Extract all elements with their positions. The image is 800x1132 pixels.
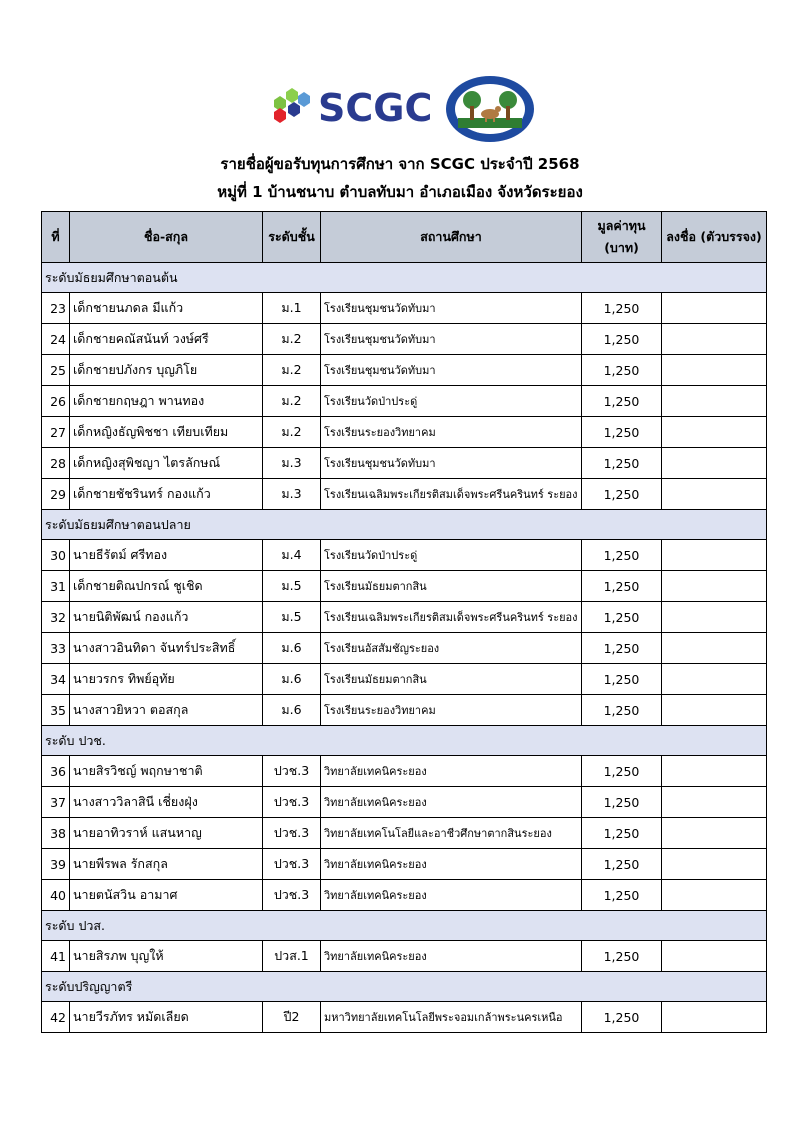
student-name: นายสิรภพ บุญให้	[70, 941, 263, 972]
section-row	[42, 911, 767, 941]
grade-level: ม.4	[263, 540, 321, 571]
table-row	[42, 355, 767, 386]
signature-cell[interactable]	[662, 324, 767, 355]
student-name: นางสาวยิหวา ตอสกุล	[70, 695, 263, 726]
signature-cell[interactable]	[662, 787, 767, 818]
scholarship-amount: 1,250	[582, 417, 662, 448]
scholarship-amount: 1,250	[582, 386, 662, 417]
school-name: วิทยาลัยเทคนิคระยอง	[321, 880, 582, 911]
table-row	[42, 479, 767, 510]
col-header-level: ระดับชั้น	[263, 212, 321, 263]
scholarship-amount: 1,250	[582, 664, 662, 695]
col-header-no: ที่	[42, 212, 70, 263]
section-title: ระดับมัธยมศึกษาตอนปลาย	[42, 510, 767, 540]
student-name: นางสาวอินทิดา จันทร์ประสิทธิ์	[70, 633, 263, 664]
scholarship-amount: 1,250	[582, 540, 662, 571]
scholarship-amount: 1,250	[582, 756, 662, 787]
scholarship-amount: 1,250	[582, 695, 662, 726]
table-row	[42, 1002, 767, 1033]
table-row	[42, 448, 767, 479]
table-row	[42, 756, 767, 787]
scholarship-amount: 1,250	[582, 818, 662, 849]
municipality-seal	[444, 74, 536, 144]
row-number: 36	[42, 756, 70, 787]
signature-cell[interactable]	[662, 571, 767, 602]
section-row	[42, 972, 767, 1002]
row-number: 39	[42, 849, 70, 880]
table-row	[42, 664, 767, 695]
row-number: 41	[42, 941, 70, 972]
grade-level: ปวช.3	[263, 880, 321, 911]
col-header-school: สถานศึกษา	[321, 212, 582, 263]
grade-level: ม.2	[263, 417, 321, 448]
school-name: โรงเรียนระยองวิทยาคม	[321, 695, 582, 726]
school-name: โรงเรียนชุมชนวัดทับมา	[321, 448, 582, 479]
signature-cell[interactable]	[662, 602, 767, 633]
table-row	[42, 324, 767, 355]
grade-level: ม.2	[263, 355, 321, 386]
signature-cell[interactable]	[662, 664, 767, 695]
row-number: 29	[42, 479, 70, 510]
school-name: โรงเรียนวัดป่าประดู่	[321, 386, 582, 417]
signature-cell[interactable]	[662, 756, 767, 787]
section-title: ระดับ ปวส.	[42, 911, 767, 941]
student-name: นายตนัสวิน อามาศ	[70, 880, 263, 911]
school-name: วิทยาลัยเทคนิคระยอง	[321, 941, 582, 972]
table-row	[42, 818, 767, 849]
school-name: โรงเรียนเฉลิมพระเกียรติสมเด็จพระศรีนครินทร์ ระยอง	[321, 602, 582, 633]
section-row	[42, 510, 767, 540]
table-row	[42, 293, 767, 324]
row-number: 23	[42, 293, 70, 324]
grade-level: ปวช.3	[263, 756, 321, 787]
student-name: เด็กชายชัชรินทร์ กองแก้ว	[70, 479, 263, 510]
school-name: โรงเรียนอัสสัมชัญระยอง	[321, 633, 582, 664]
grade-level: ม.5	[263, 571, 321, 602]
table-row	[42, 417, 767, 448]
scholarship-amount: 1,250	[582, 602, 662, 633]
table-row	[42, 849, 767, 880]
grade-level: ม.6	[263, 664, 321, 695]
scgc-logo-text: SCGC	[318, 86, 433, 130]
student-name: นายอาทิวราห์ แสนหาญ	[70, 818, 263, 849]
table-row	[42, 695, 767, 726]
signature-cell[interactable]	[662, 849, 767, 880]
grade-level: ม.3	[263, 448, 321, 479]
student-name: นายวรกร ทิพย์อุทัย	[70, 664, 263, 695]
row-number: 30	[42, 540, 70, 571]
table-row	[42, 571, 767, 602]
scholarship-amount: 1,250	[582, 324, 662, 355]
signature-cell[interactable]	[662, 880, 767, 911]
signature-cell[interactable]	[662, 293, 767, 324]
row-number: 40	[42, 880, 70, 911]
row-number: 37	[42, 787, 70, 818]
grade-level: ม.2	[263, 386, 321, 417]
row-number: 24	[42, 324, 70, 355]
grade-level: ปวส.1	[263, 941, 321, 972]
col-header-name: ชื่อ-สกุล	[70, 212, 263, 263]
signature-cell[interactable]	[662, 941, 767, 972]
scholarship-amount: 1,250	[582, 355, 662, 386]
school-name: วิทยาลัยเทคนิคระยอง	[321, 787, 582, 818]
row-number: 32	[42, 602, 70, 633]
school-name: มหาวิทยาลัยเทคโนโลยีพระจอมเกล้าพระนครเหนือ	[321, 1002, 582, 1033]
grade-level: ปวช.3	[263, 849, 321, 880]
school-name: วิทยาลัยเทคนิคระยอง	[321, 849, 582, 880]
scholarship-amount: 1,250	[582, 633, 662, 664]
student-name: เด็กชายกฤษฎา พานทอง	[70, 386, 263, 417]
row-number: 27	[42, 417, 70, 448]
signature-cell[interactable]	[662, 417, 767, 448]
table-row	[42, 787, 767, 818]
scholarship-amount: 1,250	[582, 448, 662, 479]
table-row	[42, 880, 767, 911]
row-number: 38	[42, 818, 70, 849]
row-number: 28	[42, 448, 70, 479]
section-row	[42, 263, 767, 293]
scgc-logo	[268, 84, 438, 134]
scholarship-table	[41, 211, 767, 1033]
school-name: วิทยาลัยเทคนิคระยอง	[321, 756, 582, 787]
scholarship-amount: 1,250	[582, 787, 662, 818]
row-number: 25	[42, 355, 70, 386]
school-name: โรงเรียนมัธยมตากสิน	[321, 664, 582, 695]
school-name: โรงเรียนชุมชนวัดทับมา	[321, 324, 582, 355]
document-subtitle: หมู่ที่ 1 บ้านชนาบ ตำบลทับมา อำเภอเมือง จังหวัดระยอง	[217, 183, 583, 201]
scholarship-amount: 1,250	[582, 571, 662, 602]
logo-area	[0, 74, 800, 154]
table-row	[42, 386, 767, 417]
scgc-mark-icon	[268, 86, 312, 126]
school-name: วิทยาลัยเทคโนโลยีและอาชีวศึกษาตากสินระยอง	[321, 818, 582, 849]
school-name: โรงเรียนระยองวิทยาคม	[321, 417, 582, 448]
scholarship-amount: 1,250	[582, 479, 662, 510]
student-name: นายสิรวิชญ์ พฤกษาชาติ	[70, 756, 263, 787]
signature-cell[interactable]	[662, 540, 767, 571]
student-name: เด็กชายติณปกรณ์ ชูเชิด	[70, 571, 263, 602]
grade-level: ปวช.3	[263, 818, 321, 849]
student-name: เด็กชายปภังกร บุญภิโย	[70, 355, 263, 386]
grade-level: ม.1	[263, 293, 321, 324]
scholarship-amount: 1,250	[582, 880, 662, 911]
grade-level: ปี2	[263, 1002, 321, 1033]
row-number: 35	[42, 695, 70, 726]
school-name: โรงเรียนมัธยมตากสิน	[321, 571, 582, 602]
scholarship-amount: 1,250	[582, 941, 662, 972]
grade-level: ม.3	[263, 479, 321, 510]
table-row	[42, 941, 767, 972]
seal-icon	[444, 74, 536, 144]
row-number: 34	[42, 664, 70, 695]
row-number: 31	[42, 571, 70, 602]
row-number: 26	[42, 386, 70, 417]
student-name: นายธีรัตม์ ศรีทอง	[70, 540, 263, 571]
student-name: เด็กชายคณัสนันท์ วงษ์ศรี	[70, 324, 263, 355]
student-name: นางสาววิลาสินี เชี่ยงฝุ่ง	[70, 787, 263, 818]
signature-cell[interactable]	[662, 818, 767, 849]
signature-cell[interactable]	[662, 355, 767, 386]
student-name: เด็กหญิงสุพิชญา ไตรลักษณ์	[70, 448, 263, 479]
row-number: 42	[42, 1002, 70, 1033]
section-row	[42, 726, 767, 756]
grade-level: ม.2	[263, 324, 321, 355]
school-name: โรงเรียนวัดป่าประดู่	[321, 540, 582, 571]
table-row	[42, 540, 767, 571]
school-name: โรงเรียนชุมชนวัดทับมา	[321, 355, 582, 386]
signature-cell[interactable]	[662, 479, 767, 510]
grade-level: ปวช.3	[263, 787, 321, 818]
student-name: นายนิติพัฒน์ กองแก้ว	[70, 602, 263, 633]
section-title: ระดับ ปวช.	[42, 726, 767, 756]
student-name: เด็กหญิงธัญพิชชา เทียบเทียม	[70, 417, 263, 448]
section-title: ระดับมัธยมศึกษาตอนต้น	[42, 263, 767, 293]
signature-cell[interactable]	[662, 633, 767, 664]
school-name: โรงเรียนเฉลิมพระเกียรติสมเด็จพระศรีนครินทร์ ระยอง	[321, 479, 582, 510]
section-title: ระดับปริญญาตรี	[42, 972, 767, 1002]
col-header-amount: มูลค่าทุน (บาท)	[582, 212, 662, 263]
scholarship-amount: 1,250	[582, 849, 662, 880]
grade-level: ม.6	[263, 633, 321, 664]
table-header-row	[42, 212, 767, 263]
student-name: นายวีรภัทร หมัดเลียด	[70, 1002, 263, 1033]
signature-cell[interactable]	[662, 386, 767, 417]
scholarship-amount: 1,250	[582, 293, 662, 324]
col-header-signature: ลงชื่อ (ตัวบรรจง)	[662, 212, 767, 263]
student-name: เด็กชายนภดล มีแก้ว	[70, 293, 263, 324]
document-title: รายชื่อผู้ขอรับทุนการศึกษา จาก SCGC ประจำปี 2568	[220, 155, 580, 173]
signature-cell[interactable]	[662, 695, 767, 726]
grade-level: ม.5	[263, 602, 321, 633]
grade-level: ม.6	[263, 695, 321, 726]
row-number: 33	[42, 633, 70, 664]
student-name: นายพีรพล รักสกุล	[70, 849, 263, 880]
school-name: โรงเรียนชุมชนวัดทับมา	[321, 293, 582, 324]
table-row	[42, 602, 767, 633]
signature-cell[interactable]	[662, 448, 767, 479]
scholarship-amount: 1,250	[582, 1002, 662, 1033]
table-row	[42, 633, 767, 664]
signature-cell[interactable]	[662, 1002, 767, 1033]
